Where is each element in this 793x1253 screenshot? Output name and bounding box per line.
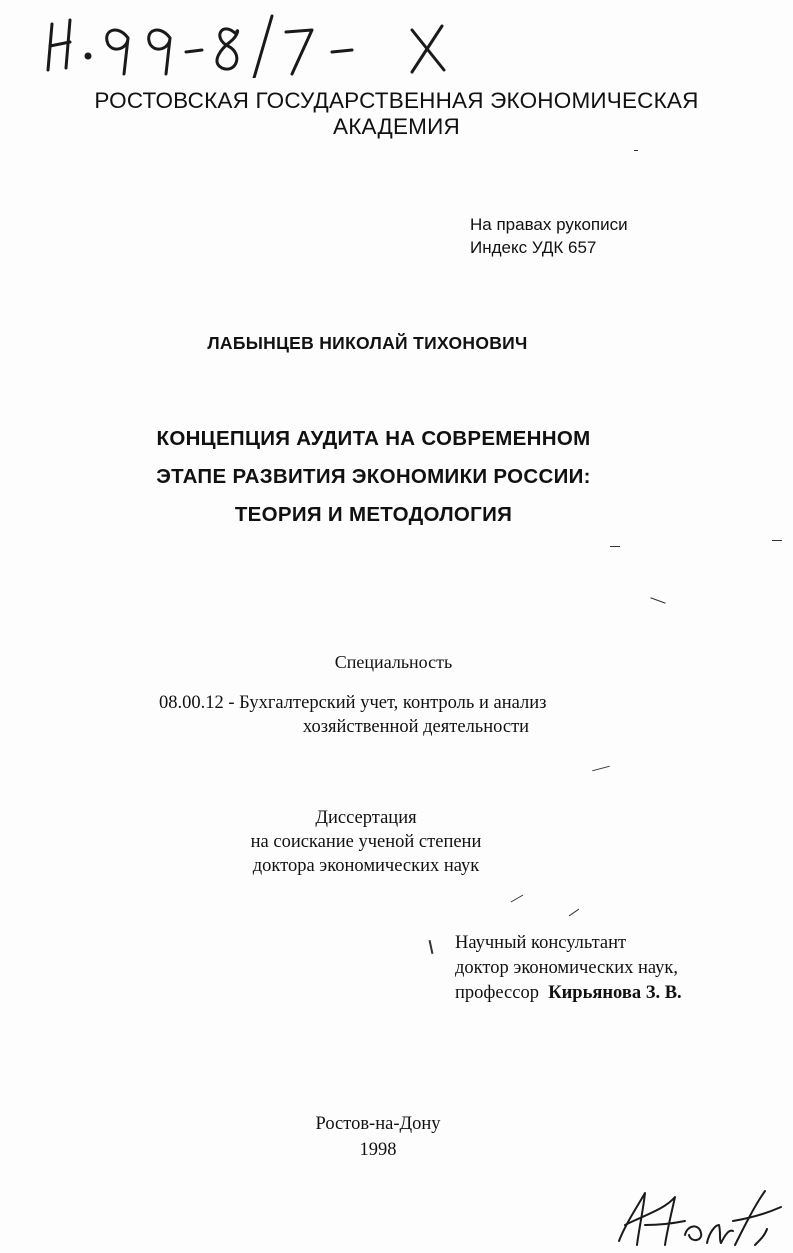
specialty-label: Специальность (334, 652, 453, 672)
place-and-year (0, 1111, 756, 1163)
specialty-continuation: хозяйственной деятельности (302, 717, 530, 737)
scan-mark (650, 597, 665, 603)
consultant-line-1: Научный консультант (455, 933, 627, 953)
manuscript-rights: На правах рукописи (470, 215, 628, 234)
scan-mark (511, 895, 524, 903)
consultant-line-3 (455, 981, 682, 1006)
degree-line-1: Диссертация (315, 808, 417, 828)
title-line-2: ЭТАПЕ РАЗВИТИЯ ЭКОНОМИКИ РОССИИ: (156, 465, 591, 488)
institution-name (0, 88, 793, 148)
scan-mark (569, 909, 579, 917)
author-name: ЛАБЫНЦЕВ НИКОЛАЙ ТИХОНОВИЧ (207, 333, 528, 353)
dissertation-title (0, 420, 747, 534)
institution-line-1: РОСТОВСКАЯ ГОСУДАРСТВЕННАЯ ЭКОНОМИЧЕСКАЯ (94, 88, 699, 113)
manuscript-rights-block (470, 213, 628, 259)
degree-line-3: доктора экономических наук (252, 856, 480, 876)
specialty-code-line: 08.00.12 - Бухгалтерский учет, контроль и анализ (159, 693, 547, 713)
year: 1998 (359, 1140, 397, 1160)
city: Ростов-на-Дону (315, 1114, 441, 1134)
consultant-name: Кирьянова З. В. (548, 983, 682, 1003)
scan-mark (429, 940, 434, 954)
degree-statement (0, 806, 732, 878)
handwritten-archive-code (40, 8, 460, 78)
title-line-1: КОНЦЕПЦИЯ АУДИТА НА СОВРЕМЕННОМ (156, 427, 591, 450)
udc-index: Индекс УДК 657 (470, 238, 597, 257)
scan-mark (772, 540, 782, 541)
scientific-consultant (455, 931, 682, 1006)
degree-line-2: на соискание ученой степени (250, 832, 482, 852)
title-line-3: ТЕОРИЯ И МЕТОДОЛОГИЯ (234, 503, 513, 526)
scan-mark (634, 150, 638, 151)
scan-mark (592, 766, 610, 772)
consultant-title: профессор (455, 983, 539, 1003)
scan-mark (610, 546, 620, 547)
signature (615, 1185, 785, 1251)
consultant-line-2: доктор экономических наук, (455, 958, 679, 978)
institution-line-2: АКАДЕМИЯ (333, 114, 460, 139)
